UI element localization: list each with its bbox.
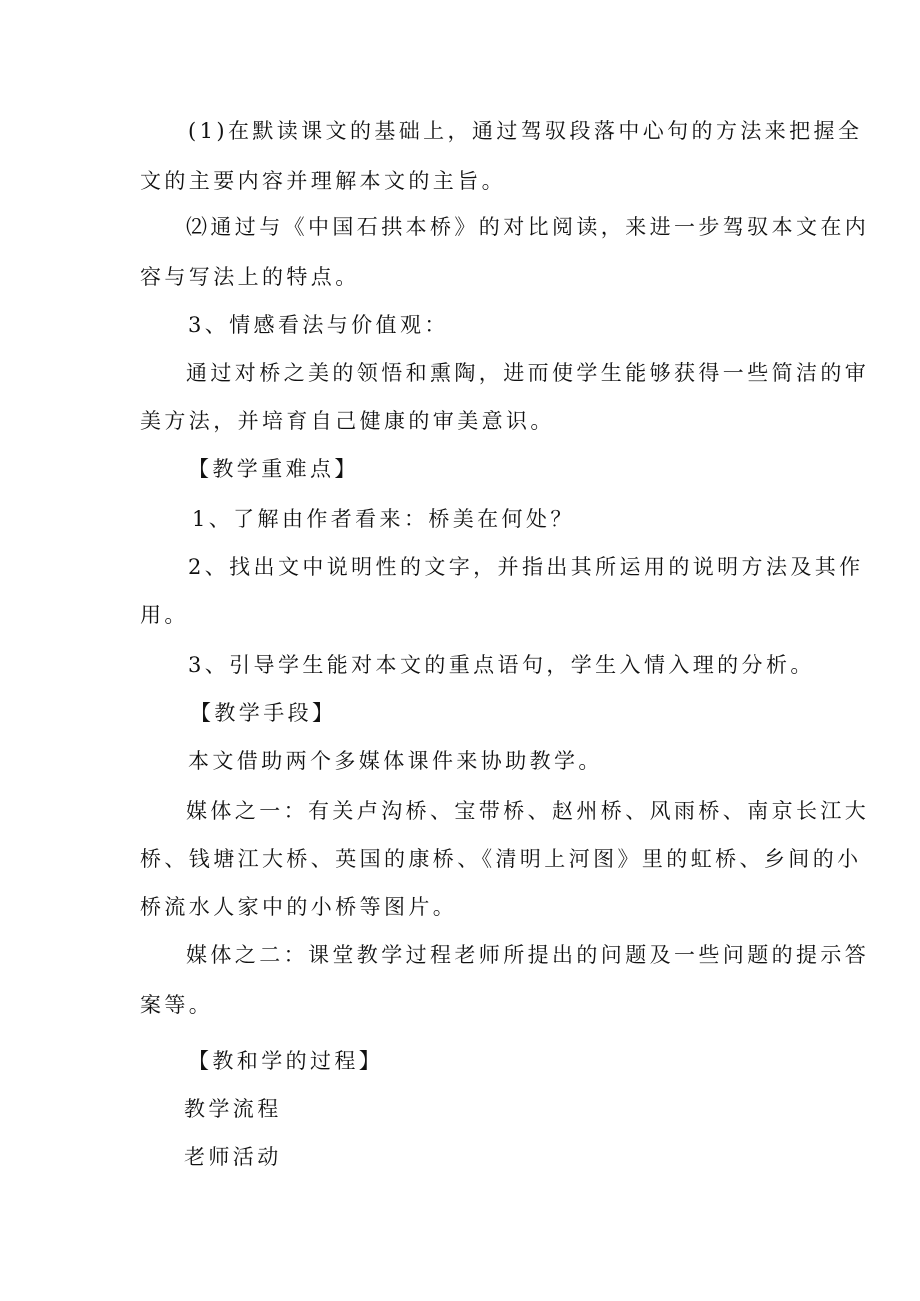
paragraph-objective-2-line-2: 容与写法上的特点。 [140, 265, 360, 289]
key-point-2-line-2: 用。 [140, 603, 189, 627]
paragraph-values-line-2: 美方法，并培育自己健康的审美意识。 [140, 409, 555, 433]
paragraph-media-1-line-2: 桥、钱塘江大桥、英国的康桥、《清明上河图》里的虹桥、乡间的小 [140, 847, 862, 871]
key-point-2-line-1: 2、找出文中说明性的文字，并指出其所运用的说明方法及其作 [188, 555, 864, 579]
section-heading-key-points: 【教学重难点】 [188, 457, 359, 481]
paragraph-objective-1-line-2: 文的主要内容并理解本文的主旨。 [140, 169, 506, 193]
paragraph-values-line-1: 通过对桥之美的领悟和熏陶，进而使学生能够获得一些简洁的审 [186, 361, 870, 385]
paragraph-objective-2-line-1: ⑵通过与《中国石拱本桥》的对比阅读，来进一步驾驭本文在内 [186, 215, 870, 239]
paragraph-objective-1-line-1: (1)在默读课文的基础上，通过驾驭段落中心句的方法来把握全 [188, 119, 863, 143]
paragraph-media-2-line-2: 案等。 [140, 993, 214, 1017]
paragraph-means-intro: 本文借助两个多媒体课件来协助教学。 [188, 749, 603, 773]
key-point-1: 1、了解由作者看来：桥美在何处？ [192, 507, 575, 531]
section-heading-values: 3、情感看法与价值观： [188, 313, 449, 337]
label-teacher-activity: 老师活动 [184, 1145, 282, 1169]
section-heading-teaching-means: 【教学手段】 [190, 701, 337, 725]
paragraph-media-1-line-1: 媒体之一：有关卢沟桥、宝带桥、赵州桥、风雨桥、南京长江大 [186, 799, 870, 823]
section-heading-process: 【教和学的过程】 [188, 1049, 384, 1073]
paragraph-media-1-line-3: 桥流水人家中的小桥等图片。 [140, 895, 458, 919]
paragraph-media-2-line-1: 媒体之二：课堂教学过程老师所提出的问题及一些问题的提示答 [186, 943, 870, 967]
key-point-3: 3、引导学生能对本文的重点语句，学生入情入理的分析。 [188, 653, 815, 677]
label-teaching-flow: 教学流程 [184, 1097, 282, 1121]
